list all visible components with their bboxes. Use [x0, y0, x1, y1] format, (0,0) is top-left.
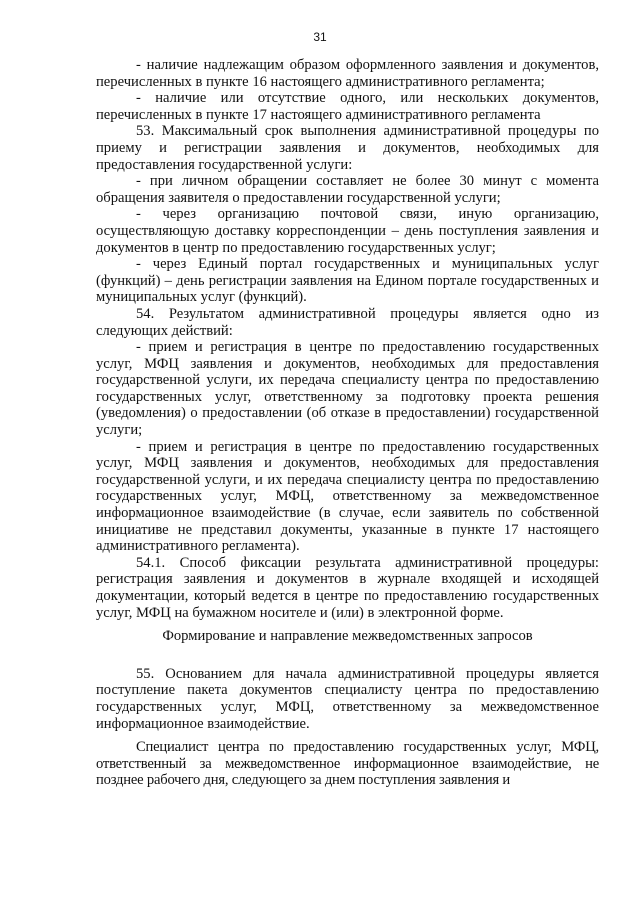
paragraph: 54. Результатом административной процедуры является одно из следующих действий:	[96, 305, 599, 339]
paragraph: - наличие или отсутствие одного, или нескольких документов, перечисленных в пункте 17 настоящего административного регламента	[96, 90, 599, 123]
spacer	[96, 621, 599, 628]
paragraph: 55. Основанием для начала административной процедуры является поступление пакета документов специалисту центра по предоставлению государственных услуг, МФЦ, ответственному за межведомственное информационное взаимодействие.	[96, 665, 599, 732]
paragraph: - через организацию почтовой связи, иную организацию, осуществляющую доставку корреспонденции – день поступления заявления и документов в центр по предоставлению государственных услуг;	[96, 206, 599, 256]
paragraph: 54.1. Способ фиксации результата административной процедуры: регистрация заявления и документов в журнале входящей и исходящей документации, который ведется в центре по предоставлению государственных услуг, МФЦ на бумажном носителе и (или) в электронной форме.	[96, 554, 599, 621]
paragraph: - прием и регистрация в центре по предоставлению государственных услуг, МФЦ заявления и документов, необходимых для предоставления государственной услуги, и их передача специалисту центра по предоставлению государственных услуг, МФЦ, ответственному за межведомственное информационное взаимодействие (в случае, если заявитель по собственной инициативе не представил документы, указанные в пункте 17 настоящего административного регламента).	[96, 438, 599, 555]
paragraph: - наличие надлежащим образом оформленного заявления и документов, перечисленных в пункте 16 настоящего административного регламента;	[96, 57, 599, 90]
paragraph: - при личном обращении составляет не более 30 минут с момента обращения заявителя о предоставлении государственной услуги;	[96, 173, 599, 206]
page-number: 31	[313, 30, 327, 44]
spacer	[96, 732, 599, 739]
paragraph: - прием и регистрация в центре по предоставлению государственных услуг, МФЦ заявления и документов, необходимых для предоставления государственной услуги, их передача специалисту центра по предоставлению государственных услуг, ответственному за подготовку проекта решения (уведомления) о предоставлении (об отказе в предоставлении) государственной услуги;	[96, 339, 599, 439]
document-body	[96, 57, 599, 789]
section-heading: Формирование и направление межведомственных запросов	[162, 628, 533, 645]
paragraph: Специалист центра по предоставлению государственных услуг, МФЦ, ответственный за межведомственное информационное взаимодействие, не позднее рабочего дня, следующего за днем поступления заявления и	[96, 739, 599, 789]
paragraph: 53. Максимальный срок выполнения административной процедуры по приему и регистрации заявления и документов, необходимых для предоставления государственной услуги:	[96, 123, 599, 173]
paragraph: - через Единый портал государственных и муниципальных услуг (функций) – день регистрации заявления на Едином портале государственных и муниципальных услуг (функций).	[96, 256, 599, 306]
spacer	[96, 645, 599, 666]
